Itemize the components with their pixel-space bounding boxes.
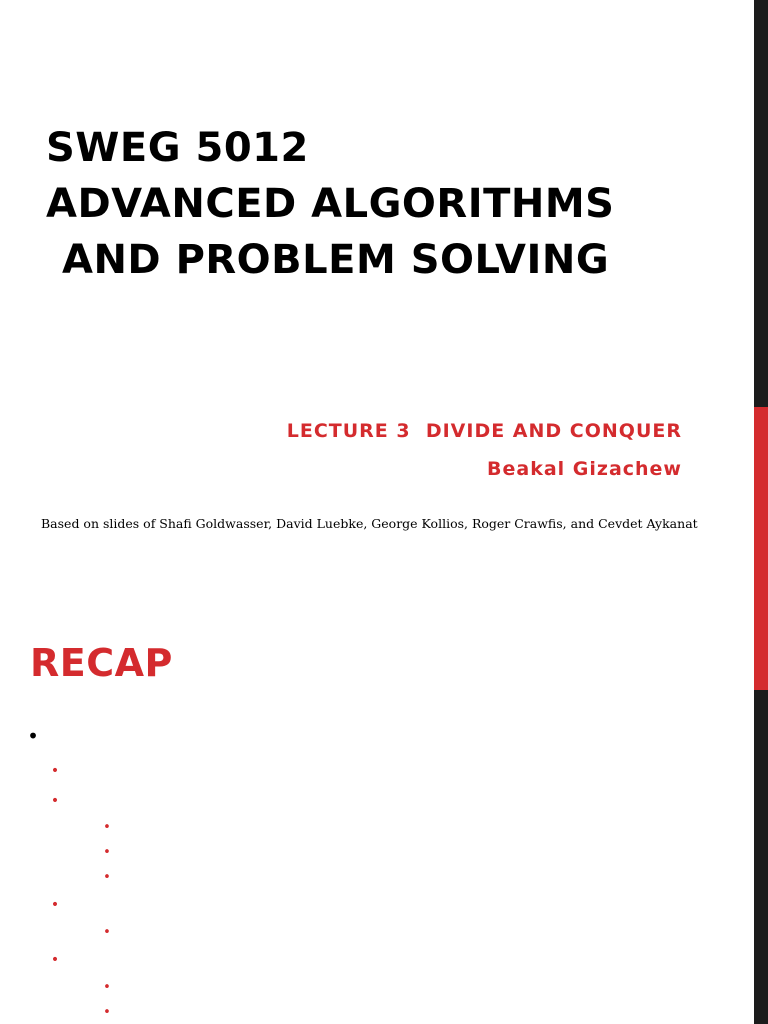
- bullet-point: •: [103, 870, 111, 885]
- bullet-point: •: [50, 763, 60, 779]
- bullet-point: •: [50, 897, 60, 913]
- bullet-point: •: [103, 820, 111, 835]
- slide-title: [46, 120, 746, 288]
- bullet-point: •: [50, 952, 60, 968]
- title-line-course-name: ADVANCED ALGORITHMS: [46, 181, 615, 227]
- bullet-point: •: [50, 793, 60, 809]
- bullet-point: •: [103, 925, 111, 940]
- bullet-point: •: [103, 845, 111, 860]
- recap-heading: RECAP: [30, 641, 173, 685]
- bullet-point: •: [103, 980, 111, 995]
- side-band-accent: [754, 407, 768, 690]
- lecture-subtitle: LECTURE 3 DIVIDE AND CONQUER: [286, 420, 682, 442]
- slide-credits: Based on slides of Shafi Goldwasser, David Luebke, George Kollios, Roger Crawfis, and Cevdet Aykanat: [41, 516, 698, 531]
- title-line-course-code: SWEG 5012: [46, 125, 309, 171]
- title-line-course-name-cont: AND PROBLEM SOLVING: [62, 237, 610, 283]
- bullet-point: •: [27, 724, 39, 748]
- bullet-point: •: [103, 1005, 111, 1020]
- author-name: Beakal Gizachew: [487, 458, 682, 480]
